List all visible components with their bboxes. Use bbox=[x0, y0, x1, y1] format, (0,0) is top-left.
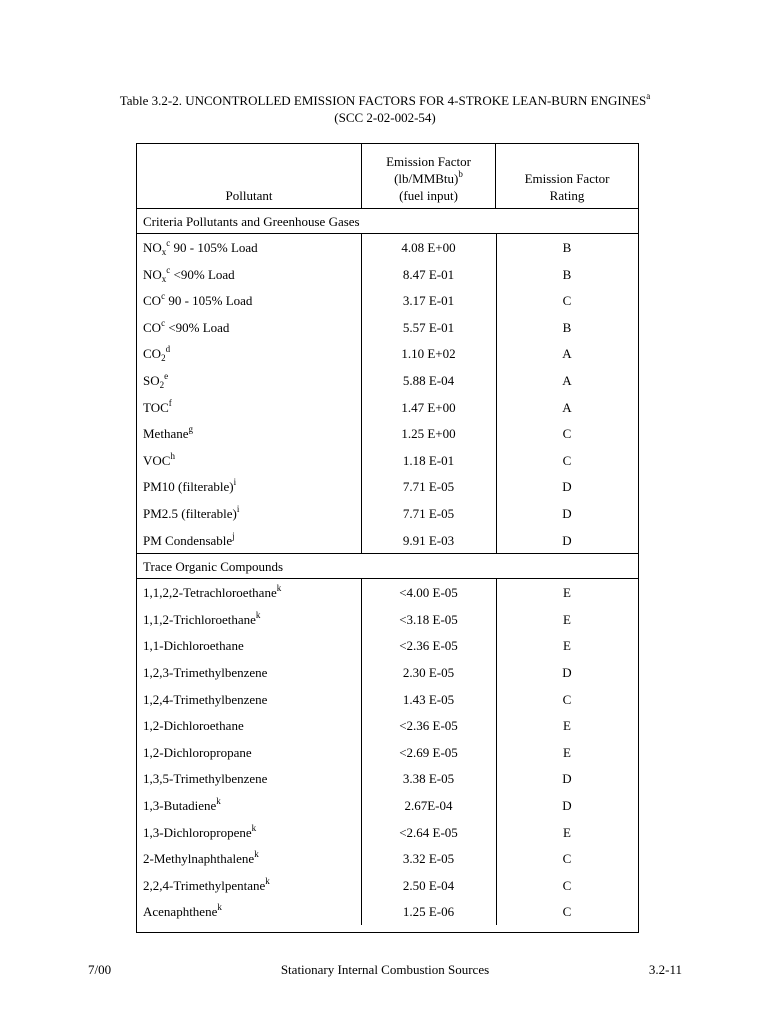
emission-factor-rating: A bbox=[562, 373, 572, 388]
footnote-mark: d bbox=[165, 344, 171, 355]
emission-factor-value: 2.50 E-04 bbox=[402, 877, 455, 893]
emission-factor-value: 1.10 E+02 bbox=[401, 346, 456, 362]
footnote-mark: k bbox=[265, 875, 270, 886]
footnote-mark: k bbox=[251, 822, 257, 833]
table-row bbox=[137, 898, 638, 925]
table-row bbox=[137, 314, 638, 341]
pollutant-name: 1,2,3-Trimethylbenzene bbox=[143, 665, 268, 680]
emission-factors-table bbox=[136, 143, 639, 933]
footnote-mark: k bbox=[276, 583, 282, 594]
emission-factor-value: 1.25 E+00 bbox=[401, 426, 456, 442]
table-row bbox=[137, 234, 638, 261]
column-divider bbox=[361, 579, 362, 925]
title-footnote-mark: a bbox=[646, 91, 651, 101]
table-title-line1: Table 3.2-2. UNCONTROLLED EMISSION FACTORS FOR 4-STROKE LEAN-BURN ENGINES$^a$ bbox=[119, 91, 651, 108]
pollutant-name: $SO_2^e$ bbox=[143, 371, 169, 390]
pollutant-name: Acenaphthene$^k$ bbox=[143, 902, 222, 920]
emission-factor-rating: C bbox=[562, 426, 572, 442]
footnote-mark: i bbox=[233, 477, 237, 488]
pollutant-name: $CO^c$ 90 - 105% Load bbox=[143, 291, 253, 309]
pollutant-name: 1,3,5-Trimethylbenzene bbox=[143, 771, 268, 787]
footnote-mark: g bbox=[188, 424, 193, 435]
emission-factor-value: <2.36 E-05 bbox=[399, 638, 458, 654]
header-ef-line1: Emission Factor bbox=[386, 154, 471, 169]
table-row bbox=[137, 765, 638, 792]
footnote-mark: k bbox=[254, 849, 259, 860]
pollutant-qualifier: 90 - 105% Load bbox=[165, 293, 253, 309]
footnote-mark: c bbox=[161, 291, 166, 302]
table-row bbox=[137, 287, 638, 314]
pollutant-name: $NO_x^c <90\%$ Load bbox=[143, 264, 235, 284]
emission-factor-value: <2.69 E-05 bbox=[399, 744, 458, 760]
header-emission-factor-cell bbox=[361, 144, 496, 208]
table-row bbox=[137, 606, 638, 633]
emission-factor-rating: E bbox=[563, 611, 571, 627]
section-heading: Trace Organic Compounds bbox=[137, 553, 638, 579]
emission-factor-value: 8.47 E-01 bbox=[402, 266, 455, 282]
footnote-mark: f bbox=[168, 397, 172, 408]
emission-factor-rating: D bbox=[562, 771, 572, 787]
pollutant-name: 1,1,2,2-Tetrachloroethane$^k$ bbox=[143, 583, 282, 601]
emission-factor-value: 1.43 E-05 bbox=[402, 691, 455, 707]
table-row bbox=[137, 394, 638, 421]
emission-factor-value: 4.08 E+00 bbox=[401, 240, 456, 255]
emission-factor-rating: A bbox=[562, 399, 572, 415]
pollutant-name: 1,1-Dichloroethane bbox=[143, 638, 244, 654]
emission-factor-rating: E bbox=[563, 824, 571, 840]
emission-factor-value: <3.18 E-05 bbox=[399, 611, 458, 627]
table-row bbox=[137, 819, 638, 846]
pollutant-subscript: 2 bbox=[161, 353, 166, 364]
table-row bbox=[137, 527, 638, 554]
emission-factor-rating: B bbox=[562, 266, 572, 282]
table-row bbox=[137, 845, 638, 872]
pollutant-name: PM2.5 (filterable)$^i$ bbox=[143, 504, 240, 521]
column-divider bbox=[361, 234, 362, 553]
pollutant-name: $CO^c <90\%$ Load bbox=[143, 317, 230, 335]
pollutant-name: 1,3-Butadiene$^k$ bbox=[143, 796, 221, 813]
table-row bbox=[137, 261, 638, 288]
emission-factor-value: 3.32 E-05 bbox=[402, 851, 455, 867]
emission-factor-rating: C bbox=[562, 851, 572, 867]
pollutant-qualifier: 90 - 105% Load bbox=[170, 240, 258, 255]
pollutant-name: $CO_2^d$ bbox=[143, 344, 171, 364]
column-divider bbox=[496, 579, 497, 925]
header-ef-line2: (lb/MMBtu)$^b$ bbox=[394, 169, 463, 186]
table-row bbox=[137, 367, 638, 394]
footnote-mark: j bbox=[232, 530, 235, 541]
pollutant-name: 1,2-Dichloroethane bbox=[143, 718, 244, 734]
section-heading: Criteria Pollutants and Greenhouse Gases bbox=[137, 208, 638, 234]
table-title bbox=[0, 92, 770, 126]
emission-factor-rating: D bbox=[562, 798, 572, 813]
emission-factor-rating: D bbox=[562, 506, 572, 521]
table-row bbox=[137, 712, 638, 739]
footnote-mark: c bbox=[161, 317, 166, 328]
pollutant-subscript: x bbox=[161, 273, 167, 284]
emission-factor-value: 9.91 E-03 bbox=[402, 532, 455, 548]
emission-factor-rating: D bbox=[562, 479, 572, 495]
footer-title: Stationary Internal Combustion Sources bbox=[280, 962, 490, 977]
header-pollutant-cell bbox=[137, 144, 361, 208]
footnote-mark: c bbox=[166, 264, 171, 275]
emission-factor-value: 3.17 E-01 bbox=[402, 293, 455, 309]
pollutant-name: VOC$^h$ bbox=[143, 450, 175, 468]
table-row bbox=[137, 579, 638, 606]
footnote-mark: c bbox=[166, 238, 171, 248]
footer-date: 7/00 bbox=[88, 962, 112, 977]
pollutant-name: 1,1,2-Trichloroethane$^k$ bbox=[143, 609, 261, 627]
header-rating-cell bbox=[496, 144, 638, 208]
table-header bbox=[137, 144, 638, 208]
emission-factor-rating: B bbox=[562, 319, 572, 335]
table-row bbox=[137, 473, 638, 500]
emission-factor-rating: C bbox=[562, 877, 572, 893]
table-row bbox=[137, 872, 638, 899]
emission-factor-rating: A bbox=[562, 346, 572, 362]
emission-factor-rating: C bbox=[562, 293, 572, 309]
table-row bbox=[137, 792, 638, 819]
footnote-mark: h bbox=[170, 450, 175, 461]
header-ef-footnote-mark: b bbox=[458, 169, 463, 179]
header-ef-line3: (fuel input) bbox=[399, 188, 458, 203]
table-row bbox=[137, 447, 638, 474]
table-row bbox=[137, 739, 638, 766]
pollutant-name: PM Condensable$^j$ bbox=[143, 530, 235, 548]
emission-factor-value: <4.00 E-05 bbox=[399, 585, 458, 601]
pollutant-name: TOC$^f$ bbox=[143, 397, 172, 415]
emission-factor-value: 3.38 E-05 bbox=[402, 771, 455, 787]
pollutant-name: 1,2-Dichloropropane bbox=[143, 744, 252, 760]
header-rating-line1: Emission Factor bbox=[524, 171, 610, 186]
emission-factor-value: 5.57 E-01 bbox=[402, 319, 455, 335]
pollutant-name: $NO_x^c$ 90 - 105% Load bbox=[143, 238, 258, 257]
emission-factor-rating: D bbox=[562, 532, 572, 548]
emission-factor-rating: B bbox=[562, 240, 572, 255]
pollutant-subscript: 2 bbox=[159, 380, 165, 390]
emission-factor-rating: C bbox=[562, 691, 572, 707]
footnote-mark: k bbox=[217, 902, 222, 913]
pollutant-qualifier: <90% Load bbox=[170, 266, 235, 282]
emission-factor-rating: C bbox=[562, 452, 572, 468]
footnote-mark: e bbox=[164, 371, 169, 381]
pollutant-name: 2-Methylnaphthalene$^k$ bbox=[143, 849, 259, 867]
table-row bbox=[137, 340, 638, 367]
table-row bbox=[137, 686, 638, 713]
emission-factor-value: <2.36 E-05 bbox=[399, 718, 458, 734]
emission-factor-value: 7.71 E-05 bbox=[402, 479, 455, 495]
footnote-mark: k bbox=[216, 796, 221, 806]
pollutant-qualifier: <90% Load bbox=[165, 319, 230, 335]
emission-factor-value: 7.71 E-05 bbox=[402, 506, 455, 521]
header-pollutant: Pollutant bbox=[225, 188, 273, 203]
footnote-mark: i bbox=[236, 504, 240, 514]
table-row bbox=[137, 500, 638, 527]
emission-factor-rating: E bbox=[563, 638, 571, 654]
emission-factor-value: 1.25 E-06 bbox=[402, 904, 455, 920]
footnote-mark: k bbox=[255, 609, 261, 620]
table-title-line2: (SCC 2-02-002-54) bbox=[334, 110, 436, 125]
emission-factor-value: 1.47 E+00 bbox=[401, 399, 456, 415]
pollutant-name: 1,3-Dichloropropene$^k$ bbox=[143, 822, 257, 840]
table-row bbox=[137, 420, 638, 447]
pollutant-name: Methane$^g$ bbox=[143, 424, 193, 442]
emission-factor-value: 2.67E-04 bbox=[404, 798, 453, 813]
emission-factor-value: 1.18 E-01 bbox=[402, 452, 455, 468]
emission-factor-rating: E bbox=[563, 585, 571, 601]
emission-factor-value: <2.64 E-05 bbox=[399, 824, 458, 840]
header-rating-line2: Rating bbox=[549, 188, 585, 203]
pollutant-name: PM10 (filterable)$^i$ bbox=[143, 477, 237, 495]
pollutant-name: 2,2,4-Trimethylpentane$^k$ bbox=[143, 875, 270, 893]
emission-factor-rating: C bbox=[562, 904, 572, 920]
pollutant-name: 1,2,4-Trimethylbenzene bbox=[143, 691, 268, 707]
emission-factor-rating: E bbox=[563, 718, 571, 734]
emission-factor-rating: D bbox=[562, 665, 572, 680]
emission-factor-rating: E bbox=[563, 744, 571, 760]
footer-page-number: 3.2-11 bbox=[648, 962, 682, 977]
column-divider bbox=[496, 234, 497, 553]
emission-factor-value: 2.30 E-05 bbox=[402, 665, 455, 680]
table-row bbox=[137, 659, 638, 686]
table-row bbox=[137, 632, 638, 659]
emission-factor-value: 5.88 E-04 bbox=[402, 373, 455, 388]
pollutant-subscript: x bbox=[161, 247, 167, 257]
